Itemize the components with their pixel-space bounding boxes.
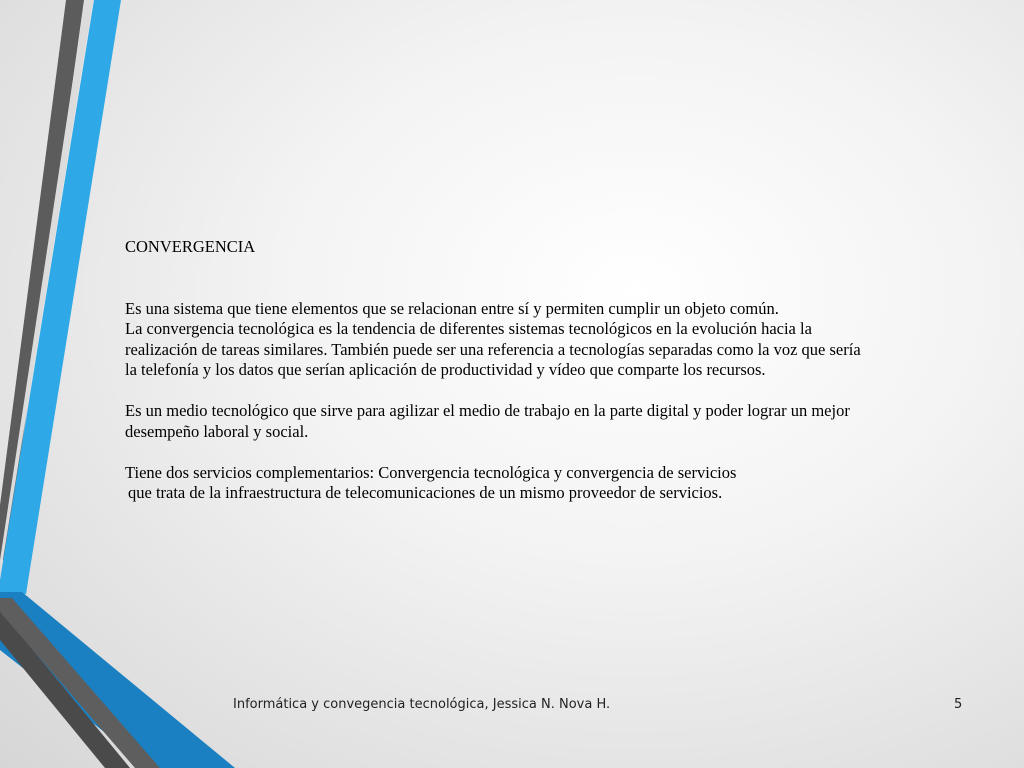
paragraph-line: la telefonía y los datos que serían aplicación de productividad y vídeo que comparte los recursos. (125, 360, 766, 379)
paragraph-line: Es un medio tecnológico que sirve para agilizar el medio de trabajo en la parte digital y poder lograr un mejor (125, 401, 850, 420)
paragraph-line: realización de tareas similares. También puede ser una referencia a tecnologías separadas como la voz que sería (125, 339, 861, 359)
paragraph-line: Es una sistema que tiene elementos que se relacionan entre sí y permiten cumplir un objeto común. (125, 298, 779, 318)
spacer (125, 381, 925, 402)
dark-diagonal-stripe (0, 598, 160, 768)
paragraph-line: desempeño laboral y social. (125, 421, 309, 441)
spacer (125, 442, 925, 463)
page-number: 5 (954, 697, 963, 712)
slide-title: CONVERGENCIA (125, 237, 256, 256)
paragraph-line: que trata de la infraestructura de telecomunicaciones de un mismo proveedor de servicios. (128, 483, 723, 502)
slide-footer: Informática y convegencia tecnológica, Jessica N. Nova H. (233, 697, 611, 712)
slide-body (125, 237, 925, 504)
paragraph-line: Tiene dos servicios complementarios: Convergencia tecnológica y convergencia de servicios (125, 462, 737, 482)
light-vertical-stripe (0, 0, 93, 578)
paragraph-line: La convergencia tecnológica es la tendencia de diferentes sistemas tecnológicos en la evolución hacia la (125, 319, 812, 338)
